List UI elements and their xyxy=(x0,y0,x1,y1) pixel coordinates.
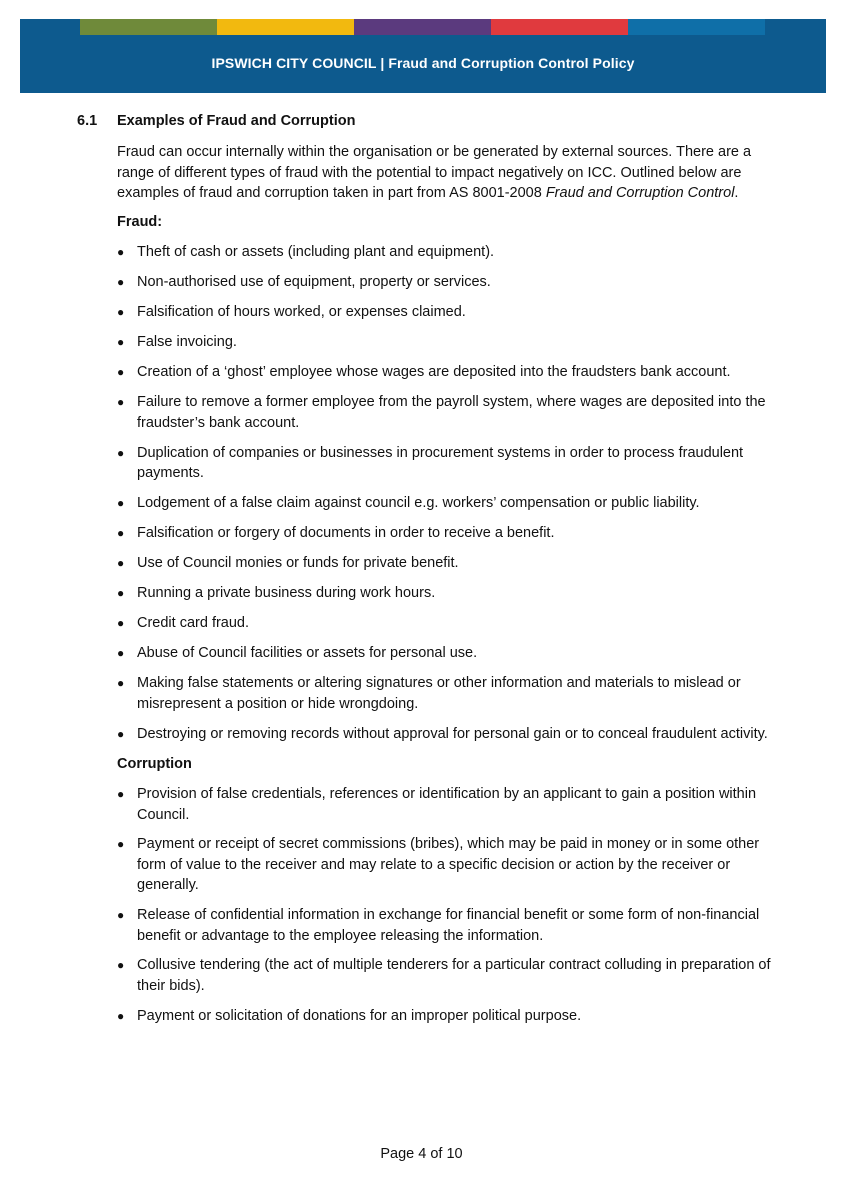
bullet-icon: ● xyxy=(117,445,125,460)
list-item-text: Duplication of companies or businesses in procurement systems in order to process fraudulent payments. xyxy=(137,444,744,481)
list-item-text: Failure to remove a former employee from the payroll system, where wages are deposited into the fraudster’s bank account. xyxy=(137,394,766,431)
page-number: Page 4 of 10 xyxy=(380,1146,463,1162)
list-item-text: Provision of false credentials, references or identification by an applicant to gain a position within Council. xyxy=(137,786,757,823)
list-item-text: Abuse of Council facilities or assets for personal use. xyxy=(137,645,478,661)
bullet-icon: ● xyxy=(117,365,125,379)
list-item xyxy=(117,673,777,714)
list-item-text: Use of Council monies or funds for private benefit. xyxy=(137,555,459,571)
bullet-icon: ● xyxy=(117,496,125,510)
header-stripe xyxy=(628,19,765,35)
bullet-icon: ● xyxy=(117,556,125,570)
list-item xyxy=(117,643,777,664)
list-item-text: Non-authorised use of equipment, property or services. xyxy=(137,274,491,290)
bullet-icon: ● xyxy=(117,676,125,690)
list-item xyxy=(117,242,777,263)
bullet-icon: ● xyxy=(117,586,125,600)
header-stripe xyxy=(80,19,217,35)
intro-paragraph xyxy=(117,142,777,204)
list-item xyxy=(117,905,777,946)
list-item-text: Collusive tendering (the act of multiple tenderers for a particular contract colluding in preparation of their bids). xyxy=(137,957,771,994)
list-item xyxy=(117,613,777,634)
list-item xyxy=(117,443,777,484)
list-item xyxy=(117,553,777,574)
header-title: IPSWICH CITY COUNCIL | Fraud and Corruption Control Policy xyxy=(211,55,635,71)
bullet-icon: ● xyxy=(117,1008,125,1023)
bullet-icon: ● xyxy=(117,837,125,852)
list-item-text: Running a private business during work hours. xyxy=(137,585,436,601)
intro-end: . xyxy=(734,185,739,201)
intro-text: Fraud can occur internally within the organisation or be generated by external sources. There are a range of different types of fraud with the potential to impact negatively on ICC. Outlined below are examples of fraud and corruption taken in part from AS 8001-2008 xyxy=(117,144,752,201)
list-item-text: Falsification or forgery of documents in order to receive a benefit. xyxy=(137,525,555,541)
bullet-icon: ● xyxy=(117,908,125,923)
list-item-text: Creation of a ‘ghost’ employee whose wages are deposited into the fraudsters bank account. xyxy=(137,364,731,380)
bullet-icon: ● xyxy=(117,726,125,741)
bullet-icon: ● xyxy=(117,395,125,409)
bullet-icon: ● xyxy=(117,526,125,540)
list-item-text: Release of confidential information in exchange for financial benefit or some form of non-financial benefit or advantage to the employee releasing the information. xyxy=(137,907,760,944)
list-item xyxy=(117,583,777,604)
list-item xyxy=(117,332,777,353)
list-item xyxy=(117,272,777,293)
bullet-icon: ● xyxy=(117,616,125,630)
list-item-text: Credit card fraud. xyxy=(137,615,250,631)
corruption-list xyxy=(117,784,777,1026)
list-item-text: Destroying or removing records without approval for personal gain or to conceal fraudulent activity. xyxy=(137,725,768,742)
section-number: 6.1 xyxy=(77,113,98,129)
list-item xyxy=(117,523,777,544)
list-item xyxy=(117,784,777,825)
list-item xyxy=(117,362,777,383)
fraud-heading: Fraud: xyxy=(117,213,163,230)
bullet-icon: ● xyxy=(117,646,125,660)
list-item xyxy=(117,955,777,996)
bullet-icon: ● xyxy=(117,305,125,319)
header-stripe xyxy=(354,19,491,35)
list-item-text: Payment or solicitation of donations for an improper political purpose. xyxy=(137,1007,582,1024)
list-item xyxy=(117,302,777,323)
list-item-text: Lodgement of a false claim against council e.g. workers’ compensation or public liability. xyxy=(137,495,700,511)
document-header xyxy=(20,19,826,93)
bullet-icon: ● xyxy=(117,787,125,801)
bullet-icon: ● xyxy=(117,958,125,973)
list-item xyxy=(117,724,777,745)
list-item xyxy=(117,392,777,433)
color-stripes xyxy=(80,19,765,35)
list-item-text: False invoicing. xyxy=(137,334,237,350)
header-stripe xyxy=(491,19,628,35)
bullet-icon: ● xyxy=(117,245,125,259)
list-item xyxy=(117,1006,777,1027)
list-item-text: Falsification of hours worked, or expenses claimed. xyxy=(137,304,466,320)
bullet-icon: ● xyxy=(117,275,125,289)
list-item-text: Payment or receipt of secret commissions (bribes), which may be paid in money or in some other form of value to the receiver and may relate to a specific decision or action by the receiver or generally. xyxy=(137,836,760,894)
list-item-text: Making false statements or altering signatures or other information and materials to mislead or misrepresent a position or hide wrongdoing. xyxy=(137,675,741,712)
bullet-icon: ● xyxy=(117,335,125,349)
header-stripe xyxy=(217,19,354,35)
section-content xyxy=(117,142,777,1035)
section-title: Examples of Fraud and Corruption xyxy=(117,113,356,129)
corruption-heading: Corruption xyxy=(117,755,192,772)
list-item-text: Theft of cash or assets (including plant and equipment). xyxy=(137,244,495,260)
intro-standard-title: Fraud and Corruption Control xyxy=(545,185,735,201)
fraud-list xyxy=(117,242,777,744)
list-item xyxy=(117,493,777,514)
list-item xyxy=(117,834,777,896)
